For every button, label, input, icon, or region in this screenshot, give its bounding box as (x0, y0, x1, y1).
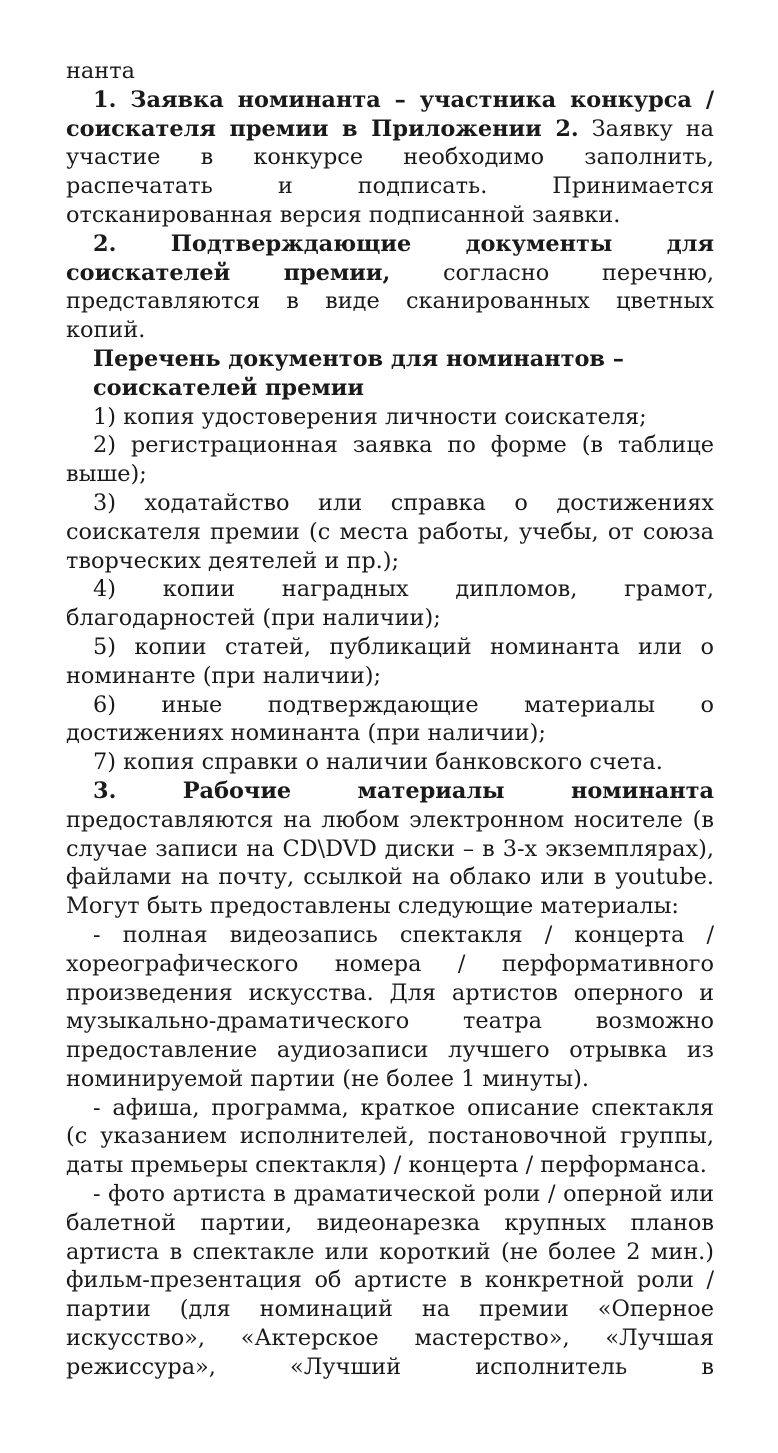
document-item-2: 2) регистрационная заявка по форме (в таблице выше); (66, 432, 714, 488)
material-item-3: - фото артиста в драматической роли / оперной или балетной партии, видеонарезка крупных планов артиста в спектакле или короткий (не более 2 мин.) фильм-презентация об артисте в конкретной роли / партии (для номинаций на премии «Оперное искусство», «Актерское мастерство», «Лучшая режиссура», «Лучший исполнитель в (66, 1181, 714, 1380)
document-item-3: 3) ходатайство или справка о достижениях соискателя премии (с места работы, учебы, от союза творческих деятелей и пр.); (66, 489, 714, 574)
item-3-paragraph (66, 777, 714, 921)
item-1-title: 1. Заявка номинанта – участника конкурса / соискателя премии в Приложении 2. (66, 86, 714, 142)
item-2-text: согласно перечню, представляются в виде сканированных цветных копий. (66, 259, 714, 344)
item-1-text: Заявку на участие в конкурсе необходимо заполнить, распечатать и подписать. Принимается отсканированная версия подписанной заявки. (66, 115, 714, 228)
documents-list-heading-line-1: Перечень документов для номинантов – (93, 345, 624, 372)
item-3-text: предоставляются на любом электронном носителе (в случае записи на CD\DVD диски – в 3-х экземплярах), файлами на почту, ссылкой на облако или в youtube. Могут быть предоставлены следующие материалы: (66, 806, 714, 920)
item-1-paragraph (66, 86, 714, 230)
document-item-7: 7) копия справки о наличии банковского счета. (93, 749, 663, 776)
item-3-title: 3. Рабочие материалы номинанта (93, 777, 714, 804)
document-item-1: 1) копия удостоверения личности соискателя; (93, 403, 647, 430)
documents-list-heading-line-2: соискателей премии (93, 374, 364, 401)
item-2-title: 2. Подтверждающие документы для соискателей премии, (66, 230, 714, 286)
document-item-5: 5) копии статей, публикаций номинанта или о номинанте (при наличии); (66, 633, 714, 689)
material-item-1: - полная видеозапись спектакля / концерта / хореографического номера / перформативного произведения искусства. Для артистов оперного и музыкально-драматического театра возможно предоставление аудиозаписи лучшего отрывка из номинируемой партии (не более 1 минуты). (66, 921, 714, 1092)
documents-list-heading (66, 345, 714, 403)
document-item-4: 4) копии наградных дипломов, грамот, благодарностей (при наличии); (66, 576, 714, 632)
item-2-paragraph (66, 230, 714, 345)
top-fragment: нанта (66, 58, 135, 84)
material-item-2: - афиша, программа, краткое описание спектакля (с указанием исполнителей, постановочной группы, даты премьеры спектакля) / концерта / перформанса. (66, 1094, 714, 1179)
document-item-6: 6) иные подтверждающие материалы о достижениях номинанта (при наличии); (66, 691, 714, 747)
